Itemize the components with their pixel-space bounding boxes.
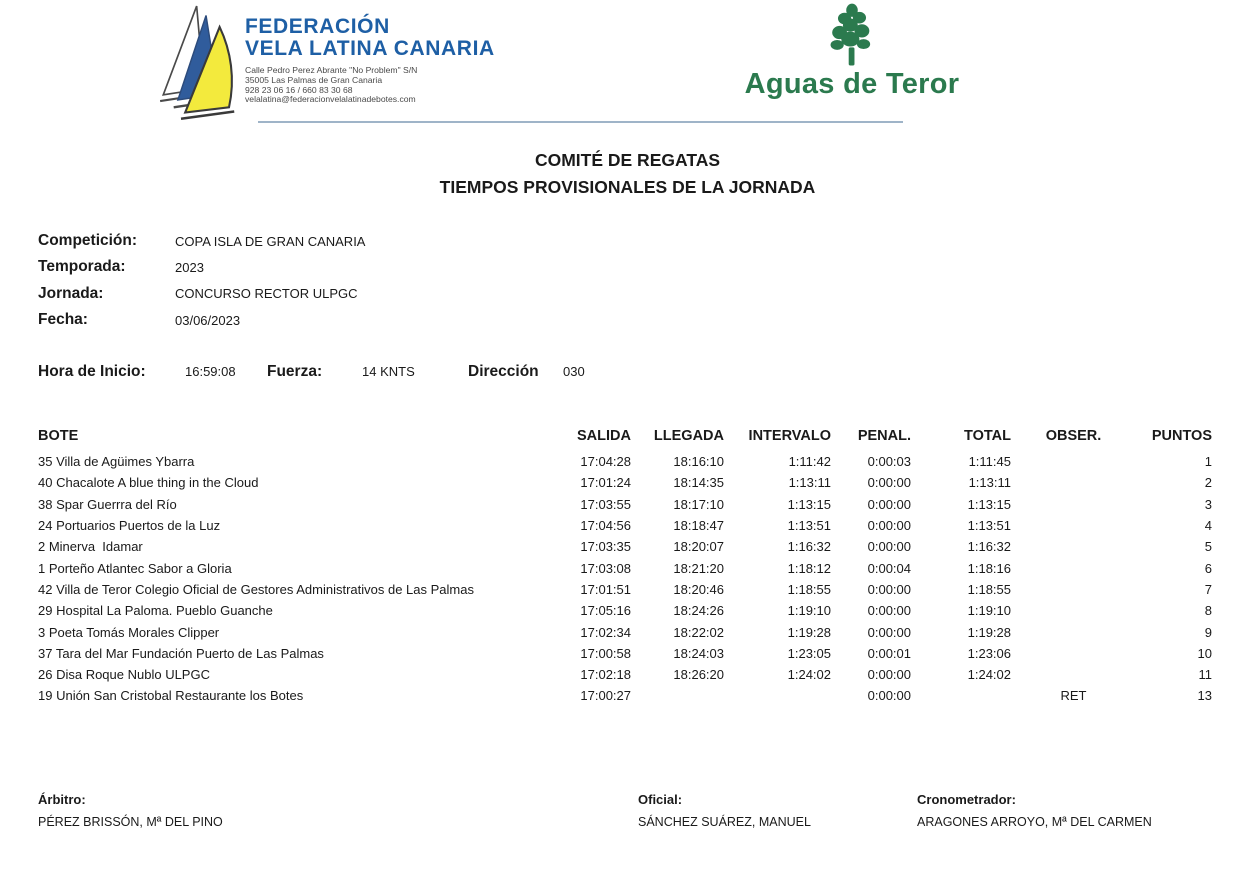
table-cell: 17:01:51 — [580, 581, 631, 597]
table-cell: 18:24:26 — [673, 603, 724, 619]
fecha-label: Fecha: — [38, 311, 88, 329]
table-cell: 17:02:34 — [580, 624, 631, 640]
table-cell: 11 — [1198, 667, 1212, 683]
table-cell: 38 Spar Guerrra del Río — [38, 496, 177, 512]
conditions-line — [0, 360, 1255, 384]
table-cell: 1:24:02 — [787, 667, 831, 683]
table-cell: 17:03:35 — [580, 539, 631, 555]
temporada-label: Temporada: — [38, 258, 126, 276]
table-cell: 18:20:07 — [673, 539, 724, 555]
table-cell — [1011, 664, 1136, 685]
column-header: BOTE — [38, 428, 79, 444]
table-cell: 0:00:01 — [867, 645, 911, 661]
table-cell: 17:04:56 — [580, 518, 631, 534]
table-cell: 18:22:02 — [673, 624, 724, 640]
federation-name-line2: VELA LATINA CANARIA — [245, 37, 495, 60]
table-cell: 1:11:45 — [968, 454, 1011, 470]
table-cell: 1:19:10 — [787, 603, 831, 619]
table-row — [38, 643, 1212, 664]
oficial-label: Oficial: — [638, 792, 683, 807]
table-cell: 1:13:51 — [967, 518, 1011, 534]
table-cell — [724, 685, 831, 706]
sponsor-logo — [742, 2, 962, 100]
table-cell — [1011, 643, 1136, 664]
table-cell: 18:17:10 — [673, 496, 724, 512]
cronometrador-name: ARAGONES ARROYO, Mª DEL CARMEN — [917, 815, 1152, 829]
table-cell: 2 Minerva Idamar — [38, 539, 143, 555]
table-cell: 3 — [1204, 496, 1212, 512]
table-cell: 1:16:32 — [787, 539, 831, 555]
table-cell — [631, 685, 724, 706]
results-table — [38, 428, 1212, 707]
table-cell: 0:00:00 — [867, 603, 911, 619]
results-table-head — [38, 428, 1212, 451]
table-cell: 0:00:00 — [867, 624, 911, 640]
table-cell: 18:21:20 — [673, 560, 724, 576]
table-row — [38, 557, 1212, 578]
table-cell: 17:00:58 — [580, 645, 631, 661]
table-cell: 17:01:24 — [580, 475, 631, 491]
table-row — [38, 515, 1212, 536]
table-cell: 1:18:55 — [787, 581, 831, 597]
fuerza-value: 14 KNTS — [362, 364, 415, 379]
table-row — [38, 494, 1212, 515]
table-cell: 2 — [1204, 475, 1212, 491]
table-cell: 1:23:05 — [787, 645, 831, 661]
column-header: SALIDA — [577, 428, 631, 444]
table-cell: 10 — [1197, 645, 1212, 661]
table-cell: 0:00:00 — [867, 688, 911, 704]
table-cell: 1:13:11 — [788, 475, 831, 491]
table-cell: 1:13:11 — [968, 475, 1011, 491]
table-cell: 0:00:00 — [867, 496, 911, 512]
table-cell: 5 — [1204, 539, 1212, 555]
federation-address-line: Calle Pedro Perez Abrante "No Problem" S/N — [245, 65, 418, 75]
title-line2: TIEMPOS PROVISIONALES DE LA JORNADA — [439, 177, 816, 197]
table-cell: 1:19:28 — [787, 624, 831, 640]
table-cell: 0:00:03 — [867, 454, 911, 470]
table-cell: 35 Villa de Agüimes Ybarra — [38, 454, 195, 470]
column-header: TOTAL — [964, 428, 1011, 444]
table-cell: 9 — [1204, 624, 1212, 640]
table-cell: 4 — [1204, 518, 1212, 534]
competition-info — [38, 228, 365, 333]
table-row — [38, 579, 1212, 600]
sponsor-name: Aguas de Teror — [744, 68, 960, 100]
table-cell: 17:02:18 — [580, 667, 631, 683]
table-cell: 0:00:00 — [867, 581, 911, 597]
table-cell: 26 Disa Roque Nublo ULPGC — [38, 667, 210, 683]
hora-inicio-value: 16:59:08 — [185, 364, 236, 379]
table-cell: 17:00:27 — [580, 688, 631, 704]
column-header: PENAL. — [857, 428, 911, 444]
hora-inicio-label: Hora de Inicio: — [38, 363, 146, 380]
table-cell: 29 Hospital La Paloma. Pueblo Guanche — [38, 603, 273, 619]
jornada-value: CONCURSO RECTOR ULPGC — [175, 286, 358, 302]
table-cell: 0:00:00 — [867, 475, 911, 491]
arbitro-label: Árbitro: — [38, 792, 86, 807]
table-cell: 18:16:10 — [673, 454, 724, 470]
fuerza-label: Fuerza: — [267, 363, 323, 380]
fecha-value: 03/06/2023 — [175, 312, 241, 328]
table-cell — [1011, 536, 1136, 557]
table-cell: 0:00:00 — [867, 518, 911, 534]
temporada-value: 2023 — [175, 259, 204, 275]
table-cell: 0:00:04 — [867, 560, 911, 576]
table-cell — [1011, 621, 1136, 642]
table-cell: 1:24:02 — [967, 667, 1011, 683]
table-cell: 17:03:08 — [580, 560, 631, 576]
federation-sails-icon — [158, 4, 252, 124]
federation-address-line: 35005 Las Palmas de Gran Canaria — [245, 74, 383, 85]
table-cell: 1:23:06 — [967, 645, 1011, 661]
table-cell: 1:18:55 — [967, 581, 1011, 597]
table-cell: 3 Poeta Tomás Morales Clipper — [38, 624, 220, 640]
table-cell: 19 Unión San Cristobal Restaurante los Botes — [38, 688, 304, 704]
table-cell: 0:00:00 — [867, 667, 911, 683]
table-cell: 40 Chacalote A blue thing in the Cloud — [38, 475, 259, 491]
federation-name-line1: FEDERACIÓN — [245, 15, 390, 38]
table-cell: 24 Portuarios Puertos de la Luz — [38, 518, 221, 534]
column-header: OBSER. — [1045, 428, 1102, 444]
table-cell: 0:00:00 — [867, 539, 911, 555]
table-cell: 1:11:42 — [788, 454, 831, 470]
table-cell: 42 Villa de Teror Colegio Oficial de Gestores Administrativos de Las Palmas — [38, 581, 474, 597]
direccion-value: 030 — [563, 364, 585, 379]
table-cell — [1011, 494, 1136, 515]
jornada-label: Jornada: — [38, 284, 104, 302]
tree-icon — [813, 2, 891, 68]
table-cell — [1011, 472, 1136, 493]
table-cell: 7 — [1204, 581, 1212, 597]
table-cell: 1:13:15 — [967, 496, 1011, 512]
federation-header — [245, 16, 495, 105]
table-cell: 13 — [1197, 688, 1212, 704]
table-cell: 8 — [1204, 603, 1212, 619]
table-row — [38, 621, 1212, 642]
table-cell — [1011, 451, 1136, 472]
table-cell: 1:13:15 — [787, 496, 831, 512]
table-cell: 1:19:28 — [967, 624, 1011, 640]
table-cell: 37 Tara del Mar Fundación Puerto de Las Palmas — [38, 645, 324, 661]
table-cell: 1:19:10 — [967, 603, 1011, 619]
table-row — [38, 536, 1212, 557]
table-row — [38, 600, 1212, 621]
table-cell: 17:05:16 — [580, 603, 631, 619]
table-row — [38, 451, 1212, 472]
cronometrador-block — [917, 792, 1152, 829]
table-cell: 18:14:35 — [673, 475, 724, 491]
federation-phone-line: 928 23 06 16 / 660 83 30 68 — [245, 84, 353, 95]
table-row — [38, 472, 1212, 493]
table-cell — [1011, 557, 1136, 578]
document-title — [0, 147, 1255, 201]
table-cell: 1 — [1204, 454, 1212, 470]
table-cell: 18:20:46 — [673, 581, 724, 597]
table-cell: 18:26:20 — [673, 667, 724, 683]
arbitro-block — [38, 792, 223, 829]
table-cell: RET — [1060, 688, 1087, 704]
table-cell: 1:18:12 — [787, 560, 831, 576]
table-cell: 17:03:55 — [580, 496, 631, 512]
table-cell: 1:16:32 — [967, 539, 1011, 555]
oficial-name: SÁNCHEZ SUÁREZ, MANUEL — [638, 815, 811, 829]
table-cell: 17:04:28 — [580, 454, 631, 470]
column-header: INTERVALO — [748, 428, 831, 444]
oficial-block — [638, 792, 811, 829]
cronometrador-label: Cronometrador: — [917, 792, 1016, 807]
table-row — [38, 664, 1212, 685]
header-divider-line — [258, 121, 903, 123]
table-cell — [1011, 600, 1136, 621]
federation-email-line: velalatina@federacionvelalatinadebotes.com — [245, 94, 416, 105]
table-cell: 1:13:51 — [787, 518, 831, 534]
competicion-value: COPA ISLA DE GRAN CANARIA — [175, 233, 366, 249]
title-line1: COMITÉ DE REGATAS — [534, 150, 721, 170]
arbitro-name: PÉREZ BRISSÓN, Mª DEL PINO — [38, 815, 223, 829]
competicion-label: Competición: — [38, 232, 138, 250]
table-cell: 18:24:03 — [673, 645, 724, 661]
column-header: PUNTOS — [1151, 428, 1212, 444]
table-cell — [1011, 579, 1136, 600]
table-cell — [911, 685, 1011, 706]
table-row — [38, 685, 1212, 706]
table-cell — [1011, 515, 1136, 536]
table-cell: 6 — [1204, 560, 1212, 576]
results-table-body — [38, 451, 1212, 707]
table-cell: 1:18:16 — [967, 560, 1011, 576]
column-header: LLEGADA — [653, 428, 724, 444]
direccion-label: Dirección — [468, 363, 539, 380]
table-cell: 1 Porteño Atlantec Sabor a Gloria — [38, 560, 232, 576]
table-cell: 18:18:47 — [673, 518, 724, 534]
